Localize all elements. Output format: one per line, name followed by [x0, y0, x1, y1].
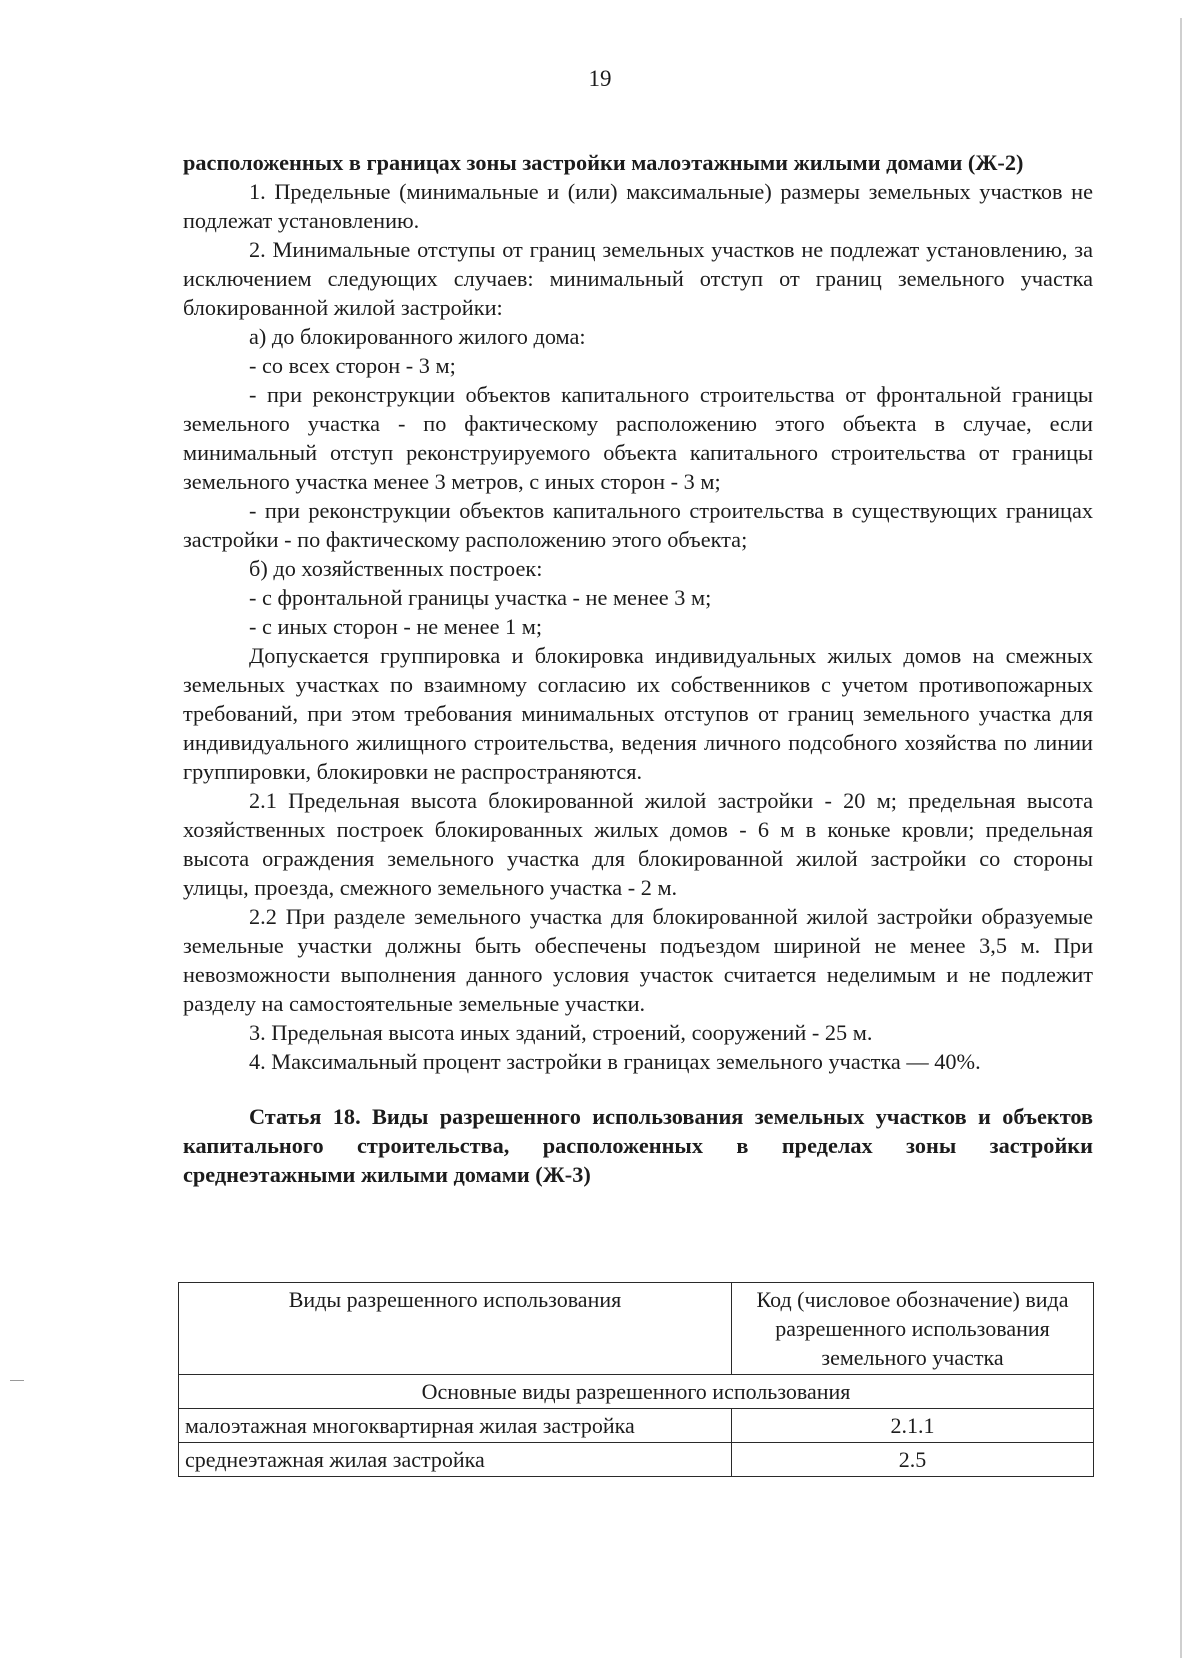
- paragraph-11: 2.1 Предельная высота блокированной жилой застройки - 20 м; предельная высота хозяйственных построек блокированных жилых домов - 6 м в коньке кровли; предельная высота ограждения земельного участка для блокированной жилой застройки со стороны улицы, проезда, смежного земельного участка - 2 м.: [183, 788, 1093, 900]
- paragraph-8: - с фронтальной границы участка - не менее 3 м;: [249, 585, 712, 610]
- paragraph-3: а) до блокированного жилого дома:: [249, 324, 586, 349]
- paragraph-6: - при реконструкции объектов капитального строительства в существующих границах застройки - по фактическому расположению этого объекта;: [183, 498, 1093, 552]
- table-cell-usage: среднеэтажная жилая застройка: [179, 1443, 732, 1477]
- table-cell-code: 2.1.1: [732, 1409, 1094, 1443]
- paragraph-10: Допускается группировка и блокировка индивидуальных жилых домов на смежных земельных участках по взаимному согласию их собственников с учетом противопожарных требований, при этом требования минимальных отступов от границ земельного участка для индивидуального жилищного строительства, ведения личного подсобного хозяйства по линии группировки, блокировки не распространяются.: [183, 643, 1093, 784]
- document-body: [183, 148, 1093, 1189]
- paragraph-7: б) до хозяйственных построек:: [249, 556, 543, 581]
- paragraph-2: 2. Минимальные отступы от границ земельных участков не подлежат установлению, за исключением следующих случаев: минимальный отступ от границ земельного участка блокированной жилой застройки:: [183, 237, 1093, 320]
- paragraph-1: 1. Предельные (минимальные и (или) максимальные) размеры земельных участков не подлежат установлению.: [183, 179, 1093, 233]
- scan-speck: [10, 1380, 24, 1381]
- paragraph-14: 4. Максимальный процент застройки в границах земельного участка — 40%.: [249, 1049, 981, 1074]
- table-row: [179, 1409, 1094, 1443]
- table-header-code: Код (числовое обозначение) вида разрешенного использования земельного участка: [732, 1283, 1094, 1375]
- table-cell-usage: малоэтажная многоквартирная жилая застройка: [179, 1409, 732, 1443]
- heading-continuation: расположенных в границах зоны застройки малоэтажными жилыми домами (Ж-2): [183, 150, 1024, 175]
- table-section-row: [179, 1375, 1094, 1409]
- table-header-usage: Виды разрешенного использования: [179, 1283, 732, 1375]
- table-row: [179, 1443, 1094, 1477]
- paragraph-13: 3. Предельная высота иных зданий, строений, сооружений - 25 м.: [249, 1020, 873, 1045]
- table-header-row: [179, 1283, 1094, 1375]
- paragraph-4: - со всех сторон - 3 м;: [249, 353, 456, 378]
- paragraph-9: - с иных сторон - не менее 1 м;: [249, 614, 543, 639]
- land-use-table: [178, 1282, 1094, 1477]
- table-cell-code: 2.5: [732, 1443, 1094, 1477]
- paragraph-5: - при реконструкции объектов капитального строительства от фронтальной границы земельного участка - по фактическому расположению этого объекта в случае, если минимальный отступ реконструируемого объекта капитального строительства от границы земельного участка менее 3 метров, с иных сторон - 3 м;: [183, 382, 1093, 494]
- table-section-label: Основные виды разрешенного использования: [179, 1375, 1094, 1409]
- page-number: 19: [588, 66, 612, 91]
- article-heading: Статья 18. Виды разрешенного использования земельных участков и объектов капитального строительства, расположенных в пределах зоны застройки среднеэтажными жилыми домами (Ж-3): [183, 1104, 1093, 1187]
- paragraph-12: 2.2 При разделе земельного участка для блокированной жилой застройки образуемые земельные участки должны быть обеспечены подъездом шириной не менее 3,5 м. При невозможности выполнения данного условия участок считается неделимым и не подлежит разделу на самостоятельные земельные участки.: [183, 904, 1093, 1016]
- scan-edge-line: [1180, 18, 1182, 1658]
